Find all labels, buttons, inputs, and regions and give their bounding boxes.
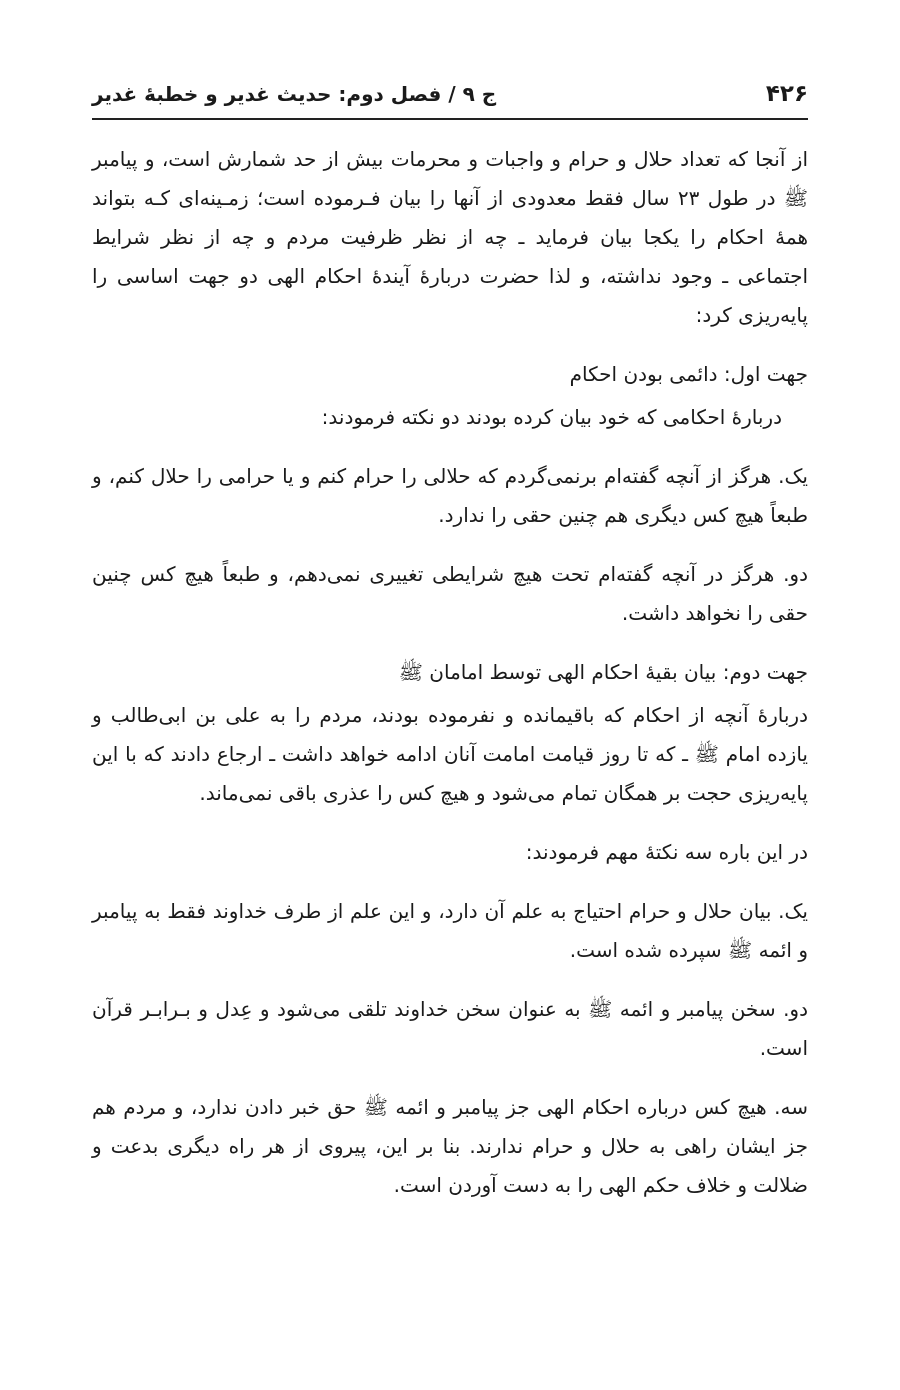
second-aspect-point-two: دو. سخن پیامبر و ائمه ﷺ به عنوان سخن خداوند تلقی می‌شود و عِدل و بـرابـر قرآن است. <box>92 997 808 1060</box>
page-number: ۴۲۶ <box>765 81 808 107</box>
first-aspect-point-two: دو. هرگز در آنچه گفته‌ام تحت هیچ شرایطی تغییری نمی‌دهم، و طبعاً هیچ کس چنین حقی را نخواهد داشت. <box>92 562 808 625</box>
second-aspect-point-three: سه. هیچ کس درباره احکام الهی جز پیامبر و ائمه ﷺ حق خبر دادن ندارد، و مردم هم جز ایشان راهی به حلال و حرام ندارند. بنا بر این، پیروی از هر راه دیگری بدعت و ضلالت و خلاف حکم الهی را به دست آوردن است. <box>92 1095 808 1197</box>
section-heading-first-aspect: جهت اول: دائمی بودن احکام <box>569 362 808 386</box>
second-aspect-point-one: یک. بیان حلال و حرام احتیاج به علم آن دارد، و این علم از طرف خداوند فقط به پیامبر و ائمه ﷺ سپرده شده است. <box>92 899 808 962</box>
first-aspect-intro: دربارهٔ احکامی که خود بیان کرده بودند دو نکته فرمودند: <box>321 405 782 429</box>
page-header <box>92 70 808 120</box>
section-heading-second-aspect: جهت دوم: بیان بقیهٔ احکام الهی توسط امامان ﷺ <box>398 660 808 684</box>
first-aspect-point-one: یک. هرگز از آنچه گفته‌ام برنمی‌گردم که حلالی را حرام کنم و یا حرامی را حلال کنم، و طبعاً هیچ کس دیگری هم چنین حقی را ندارد. <box>92 464 808 527</box>
second-aspect-lead: در این باره سه نکتهٔ مهم فرمودند: <box>525 840 808 864</box>
intro-paragraph: از آنجا که تعداد حلال و حرام و واجبات و محرمات بیش از حد شمارش است، و پیامبر ﷺ در طول ۲۳ سال فقط معدودی از آنها را بیان فـرموده است؛ زمـینه‌ای کـه بتواند همهٔ احکام را یکجا بیان فرماید ـ چه از نظر ظرفیت مردم و چه از نظر شرایط اجتماعی ـ وجود نداشته، و لذا حضرت دربارهٔ آیندهٔ احکام الهی دو جهت اساسی را پایه‌ریزی کرد: <box>92 147 809 327</box>
page-body <box>92 140 808 1225</box>
second-aspect-intro: دربارهٔ آنچه از احکام که باقیمانده و نفرموده بودند، مردم را به علی بن ابی‌طالب و یازده امام ﷺ ـ که تا روز قیامت امامت آنان ادامه خواهد داشت ـ ارجاع دادند که با این پایه‌ریزی حجت بر همگان تمام می‌شود و هیچ کس را عذری باقی نمی‌ماند. <box>92 703 808 805</box>
running-title: ج ۹ / فصل دوم: حدیث غدیر و خطبهٔ غدیر <box>92 82 497 106</box>
